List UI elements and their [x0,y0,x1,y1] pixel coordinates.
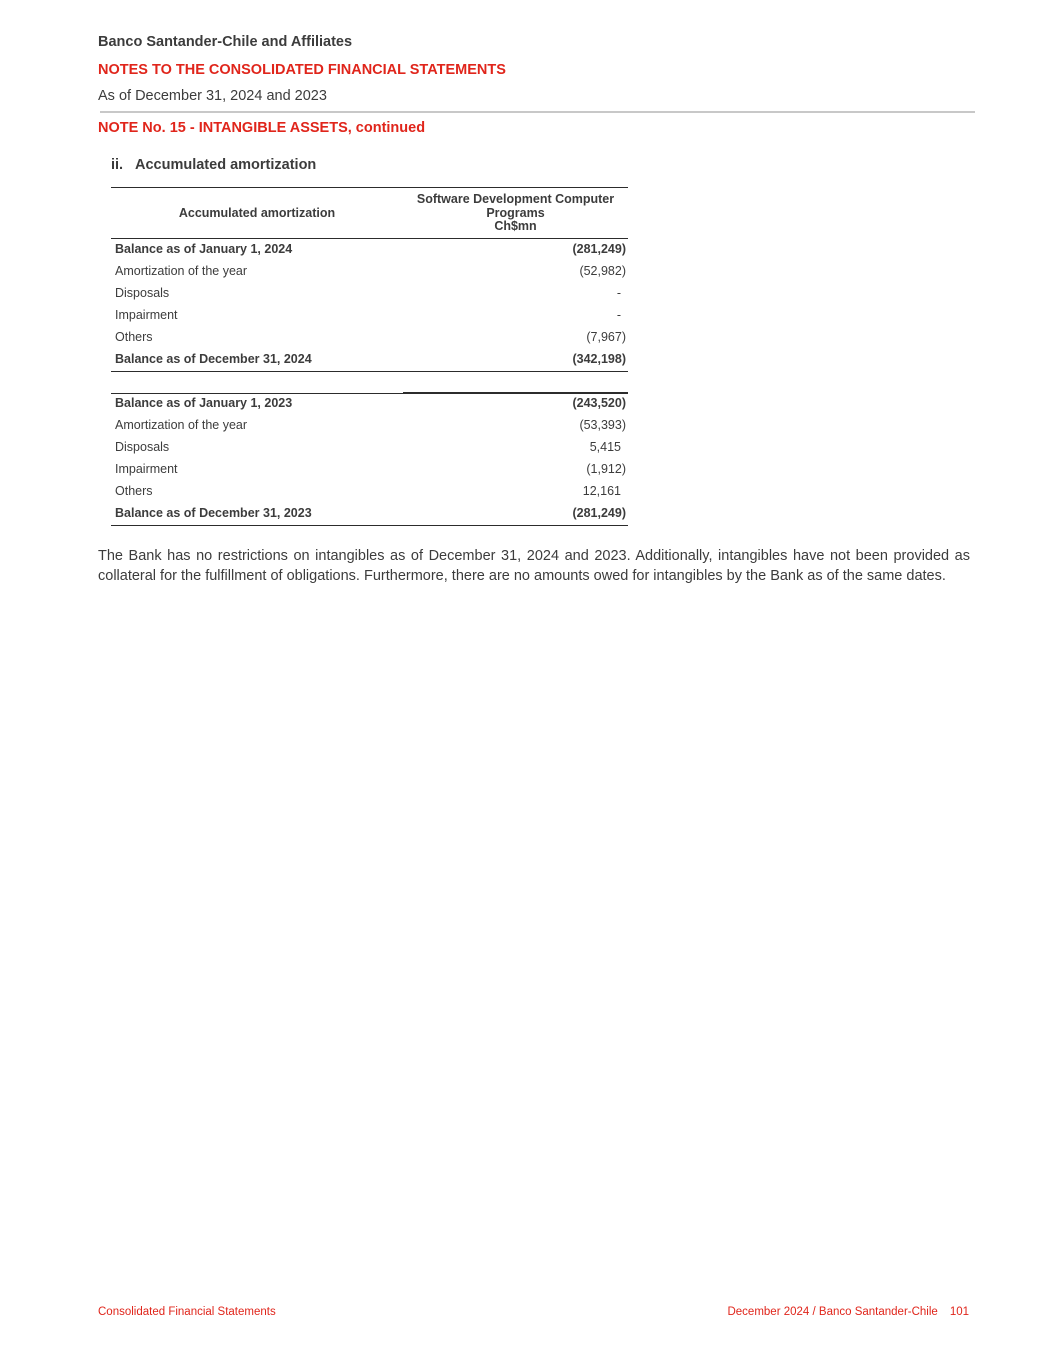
row-label: Others [115,484,153,498]
subsection-heading [111,157,316,173]
row-value: 5,415 [589,440,621,454]
header-divider [100,111,975,113]
row-label: Impairment [115,462,178,476]
row-value: (243,520) [572,396,626,410]
as-of-date: As of December 31, 2024 and 2023 [98,88,327,104]
row-value: (342,198) [572,352,626,366]
label-column-header: Accumulated amortization [178,206,336,220]
table-row [111,305,628,327]
table-row [111,393,628,415]
row-value: - [616,286,621,300]
table-row [111,349,628,371]
table-header [111,188,628,238]
value-column-header [403,193,628,234]
table-row [111,481,628,503]
table-row [111,327,628,349]
row-label: Balance as of December 31, 2023 [115,506,312,520]
row-value: (281,249) [572,242,626,256]
note-heading: NOTE No. 15 - INTANGIBLE ASSETS, continued [98,120,426,136]
row-value: (52,982) [579,264,626,278]
disclosure-paragraph: The Bank has no restrictions on intangibles as of December 31, 2024 and 2023. Additionally, intangibles have not been provided as collateral for the fulfillment of obligations. Furthermore, there are no amounts owed for intangibles by the Bank as of the same dates. [98,548,970,584]
subsection-number: ii. [111,157,124,173]
row-value: (53,393) [579,418,626,432]
row-value: (7,967) [586,330,626,344]
row-label: Others [115,330,153,344]
row-value: 12,161 [582,484,621,498]
footer-document-title: December 2024 / Banco Santander-Chile [727,1306,938,1318]
table-row [111,239,628,261]
row-value: (281,249) [572,506,626,520]
company-name: Banco Santander-Chile and Affiliates [98,34,353,50]
subsection-title: Accumulated amortization [135,157,317,173]
table-row [111,437,628,459]
row-label: Amortization of the year [115,264,248,278]
table-row [111,261,628,283]
row-label: Balance as of January 1, 2024 [115,242,293,256]
value-header-line2: Programs [486,205,545,220]
row-value: - [616,308,621,322]
row-label: Disposals [115,286,170,300]
row-label: Disposals [115,440,170,454]
table-row [111,415,628,437]
notes-title: NOTES TO THE CONSOLIDATED FINANCIAL STATEMENTS [98,62,506,78]
row-label: Balance as of January 1, 2023 [115,396,293,410]
table-row [111,503,628,525]
row-label: Balance as of December 31, 2024 [115,352,312,366]
value-header-line1: Software Development Computer [416,192,615,206]
footer-right [727,1306,969,1318]
value-header-line3: Ch$mn [494,219,537,233]
row-value: (1,912) [586,462,626,476]
table-bottom-rule [111,525,628,526]
table-row [111,459,628,481]
amortization-table [111,187,628,526]
table-row [111,283,628,305]
footer-left: Consolidated Financial Statements [98,1306,276,1318]
row-label: Impairment [115,308,178,322]
row-label: Amortization of the year [115,418,248,432]
page-number: 101 [949,1306,969,1318]
